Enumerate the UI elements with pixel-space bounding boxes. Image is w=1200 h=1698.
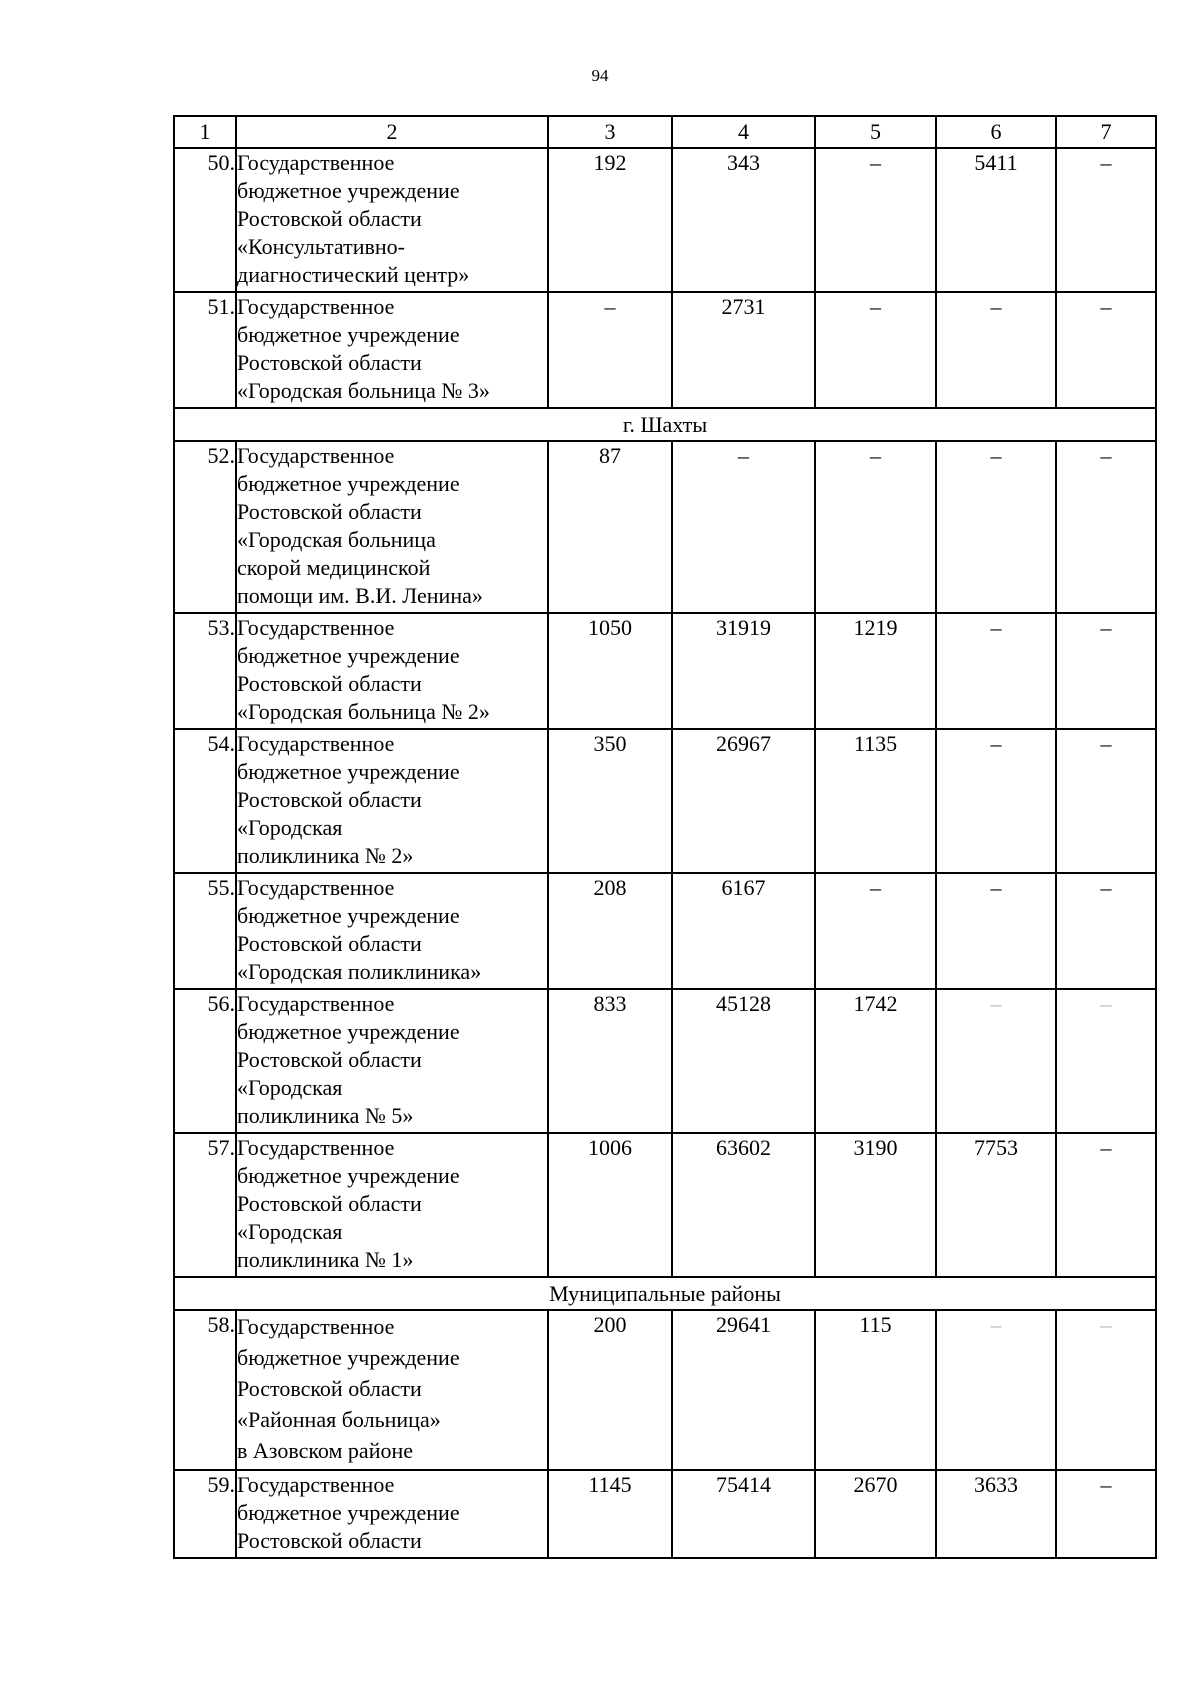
header-cell-4: 4	[672, 116, 815, 148]
row-number: 50.	[174, 148, 236, 292]
row-number: 52.	[174, 441, 236, 613]
value-col-5: 1219	[815, 613, 936, 729]
value-col-6: –	[936, 1310, 1056, 1470]
table-row	[174, 441, 1156, 613]
value-col-5: 1135	[815, 729, 936, 873]
value-col-7: –	[1056, 873, 1156, 989]
value-col-7: –	[1056, 1133, 1156, 1277]
institution-name: Государственное бюджетное учреждение Ростовской области	[236, 1470, 548, 1558]
row-number: 53.	[174, 613, 236, 729]
value-col-3: 1145	[548, 1470, 672, 1558]
table-row	[174, 148, 1156, 292]
section-row	[174, 1277, 1156, 1310]
header-cell-5: 5	[815, 116, 936, 148]
value-col-5: 1742	[815, 989, 936, 1133]
value-col-7: –	[1056, 1470, 1156, 1558]
value-col-5: –	[815, 873, 936, 989]
value-col-4: 45128	[672, 989, 815, 1133]
page-number: 94	[591, 66, 609, 85]
row-number: 51.	[174, 292, 236, 408]
value-col-6: –	[936, 613, 1056, 729]
value-col-7: –	[1056, 292, 1156, 408]
table-row	[174, 292, 1156, 408]
value-col-5: 2670	[815, 1470, 936, 1558]
row-number: 56.	[174, 989, 236, 1133]
row-number: 55.	[174, 873, 236, 989]
value-col-4: 343	[672, 148, 815, 292]
value-col-3: –	[548, 292, 672, 408]
institution-name: Государственное бюджетное учреждение Ростовской области «Городская поликлиника № 2»	[236, 729, 548, 873]
header-cell-3: 3	[548, 116, 672, 148]
table-row	[174, 1470, 1156, 1558]
value-col-5: –	[815, 292, 936, 408]
value-col-6: –	[936, 441, 1056, 613]
institution-name: Государственное бюджетное учреждение Ростовской области «Районная больница» в Азовском районе	[236, 1310, 548, 1470]
table-row	[174, 1133, 1156, 1277]
value-col-3: 192	[548, 148, 672, 292]
value-col-7: –	[1056, 148, 1156, 292]
value-col-6: 5411	[936, 148, 1056, 292]
row-number: 59.	[174, 1470, 236, 1558]
table-row	[174, 729, 1156, 873]
institution-name: Государственное бюджетное учреждение Ростовской области «Городская больница № 3»	[236, 292, 548, 408]
value-col-3: 208	[548, 873, 672, 989]
value-col-6: –	[936, 729, 1056, 873]
value-col-6: 3633	[936, 1470, 1056, 1558]
table-row	[174, 1310, 1156, 1470]
header-cell-1: 1	[174, 116, 236, 148]
value-col-7: –	[1056, 613, 1156, 729]
value-col-4: 6167	[672, 873, 815, 989]
value-col-6: 7753	[936, 1133, 1056, 1277]
value-col-4: 31919	[672, 613, 815, 729]
value-col-5: 3190	[815, 1133, 936, 1277]
value-col-6: –	[936, 989, 1056, 1133]
value-col-4: 2731	[672, 292, 815, 408]
value-col-3: 1050	[548, 613, 672, 729]
value-col-3: 1006	[548, 1133, 672, 1277]
section-title: Муниципальные районы	[174, 1277, 1156, 1310]
institution-name: Государственное бюджетное учреждение Ростовской области «Консультативно- диагностический центр»	[236, 148, 548, 292]
value-col-6: –	[936, 292, 1056, 408]
row-number: 58.	[174, 1310, 236, 1470]
value-col-4: 63602	[672, 1133, 815, 1277]
row-number: 54.	[174, 729, 236, 873]
value-col-4: –	[672, 441, 815, 613]
row-number: 57.	[174, 1133, 236, 1277]
value-col-4: 29641	[672, 1310, 815, 1470]
value-col-7: –	[1056, 729, 1156, 873]
value-col-5: –	[815, 441, 936, 613]
table-row	[174, 989, 1156, 1133]
data-table	[173, 115, 1157, 1559]
table-row	[174, 873, 1156, 989]
institution-name: Государственное бюджетное учреждение Ростовской области «Городская больница № 2»	[236, 613, 548, 729]
header-cell-6: 6	[936, 116, 1056, 148]
value-col-7: –	[1056, 989, 1156, 1133]
table-row	[174, 613, 1156, 729]
value-col-5: –	[815, 148, 936, 292]
value-col-6: –	[936, 873, 1056, 989]
value-col-7: –	[1056, 441, 1156, 613]
institution-name: Государственное бюджетное учреждение Ростовской области «Городская поликлиника»	[236, 873, 548, 989]
section-title: г. Шахты	[174, 408, 1156, 441]
value-col-3: 87	[548, 441, 672, 613]
section-row	[174, 408, 1156, 441]
value-col-7: –	[1056, 1310, 1156, 1470]
header-cell-7: 7	[1056, 116, 1156, 148]
value-col-3: 200	[548, 1310, 672, 1470]
institution-name: Государственное бюджетное учреждение Ростовской области «Городская поликлиника № 5»	[236, 989, 548, 1133]
institution-name: Государственное бюджетное учреждение Ростовской области «Городская больница скорой медицинской помощи им. В.И. Ленина»	[236, 441, 548, 613]
institution-name: Государственное бюджетное учреждение Ростовской области «Городская поликлиника № 1»	[236, 1133, 548, 1277]
value-col-3: 350	[548, 729, 672, 873]
value-col-4: 26967	[672, 729, 815, 873]
value-col-5: 115	[815, 1310, 936, 1470]
value-col-4: 75414	[672, 1470, 815, 1558]
value-col-3: 833	[548, 989, 672, 1133]
header-row	[174, 116, 1156, 148]
header-cell-2: 2	[236, 116, 548, 148]
